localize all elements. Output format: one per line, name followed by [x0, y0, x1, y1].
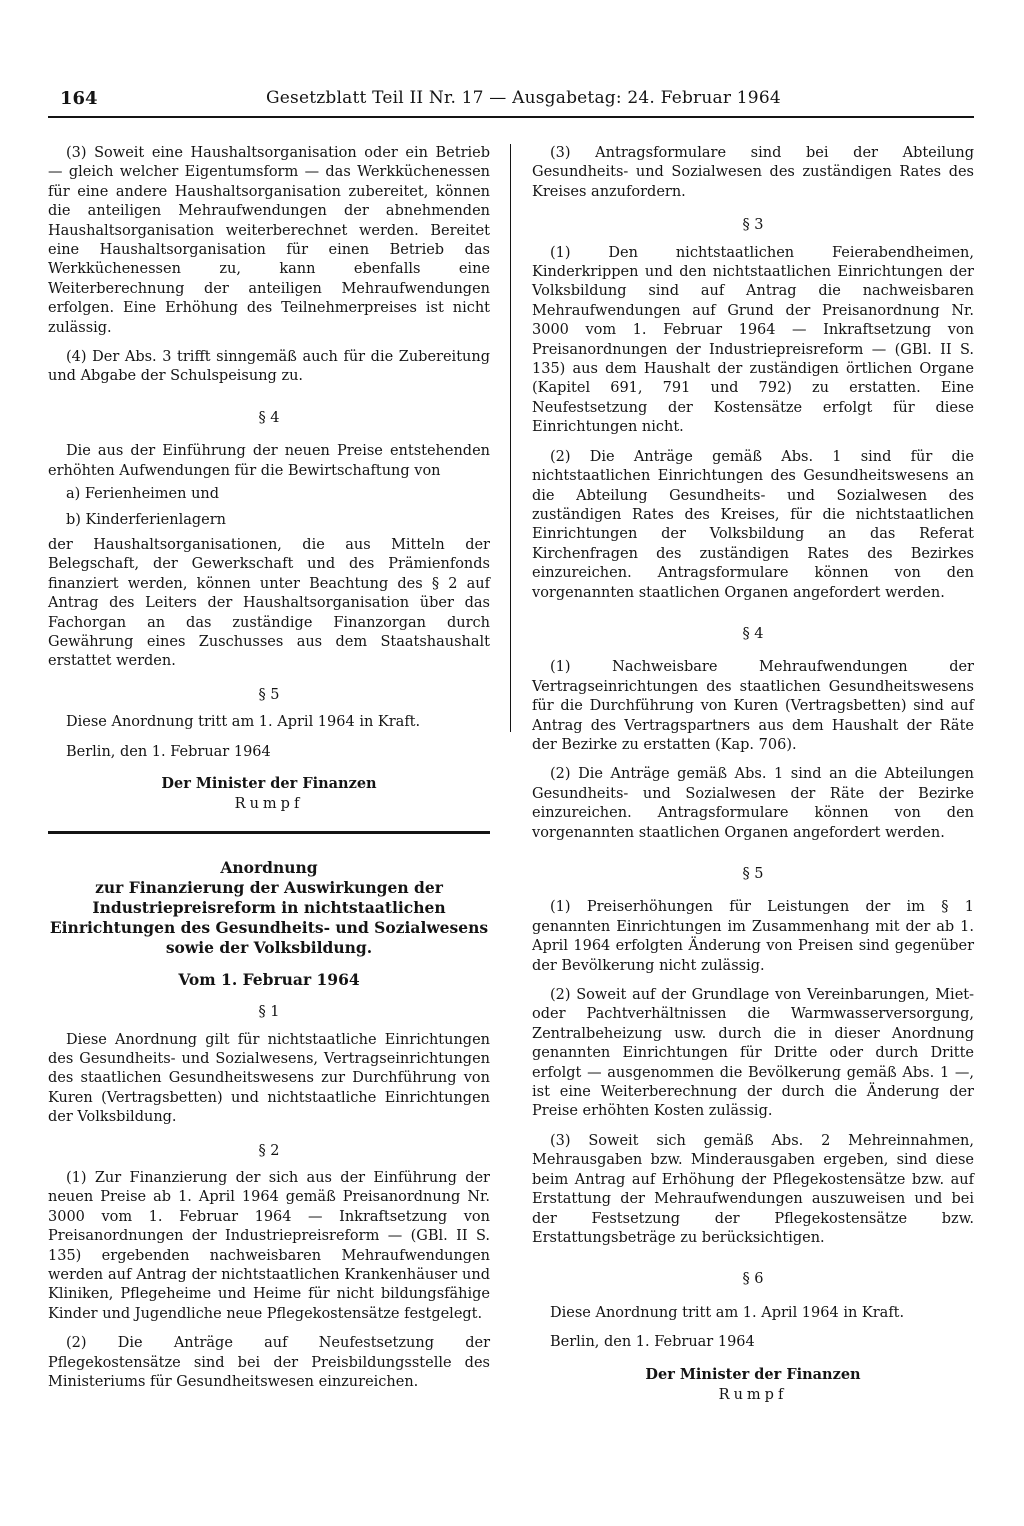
place-date: Berlin, den 1. Februar 1964 — [550, 1334, 755, 1351]
section-heading: § 4 — [258, 409, 280, 426]
section-heading: § 5 — [258, 686, 280, 703]
paragraph: (3) Soweit sich gemäß Abs. 2 Mehreinnahmen, Mehrausgaben bzw. Minderausgaben ergeben, sind diese beim Antrag auf Erhöhung der Pflegekostensätze bzw. auf Erstattung der Mehraufwendungen auszuweisen und bei der Festsetzung der Pflegekostensätze bzw. Erstattungsbeträge zu berücksichtigen. — [532, 1132, 974, 1246]
section-heading: § 3 — [742, 217, 764, 234]
signature: Rumpf — [234, 796, 304, 813]
paragraph: (1) Zur Finanzierung der sich aus der Einführung der neuen Preise ab 1. April 1964 gemäß Preisanordnung Nr. 3000 vom 1. Februar 1964 — Inkraftsetzung von Preisanordnungen der Industriepreisreform — (GBl. II S. 135) ergebenden nachweisbaren Mehraufwendungen werden auf Antrag der nichtstaatlichen Krankenhäuser und Kliniken, Pflegeheime und Heime für nicht bildungsfähige Kinder und Jugendliche neue Pflegekostensätze festgelegt. — [48, 1170, 490, 1322]
right-column — [532, 144, 974, 1405]
order-date: Vom 1. Februar 1964 — [178, 969, 360, 989]
minister-title: Der Minister der Finanzen — [645, 1365, 861, 1383]
section-heading: § 2 — [258, 1142, 280, 1159]
column-divider — [510, 144, 511, 732]
signature: Rumpf — [718, 1386, 788, 1403]
list-item: a) Ferienheimen und — [66, 486, 220, 503]
order-title — [48, 858, 490, 958]
header-title: Gesetzblatt Teil II Nr. 17 — Ausgabetag: 24. Februar 1964 — [266, 88, 781, 108]
paragraph: (4) Der Abs. 3 trifft sinngemäß auch für die Zubereitung und Abgabe der Schulspeisung zu. — [48, 349, 490, 385]
section-heading: § 5 — [742, 866, 764, 882]
paragraph: (1) Nachweisbare Mehraufwendungen der Vertragseinrichtungen des staatlichen Gesundheitswesens für die Durchführung von Kuren (Vertragsbetten) sind auf Antrag des Vertragspartners aus dem Haushalt der Räte der Bezirke zu erstatten (Kap. 706). — [532, 659, 974, 753]
paragraph: (2) Die Anträge auf Neufestsetzung der Pflegekostensätze sind bei der Preisbildungsstelle des Ministeriums für Gesundheitswesen einzureichen. — [48, 1335, 490, 1391]
paragraph: Diese Anordnung gilt für nichtstaatliche Einrichtungen des Gesundheits- und Sozialwesens, Vertragseinrichtungen des staatlichen Gesundheitswesens zur Durchführung von Kuren (Vertragsbetten) und nichtstaatliche Einrichtungen der Volksbildung. — [48, 1031, 490, 1126]
order-title-line: Anordnung — [220, 857, 318, 877]
paragraph: (1) Preiserhöhungen für Leistungen der im § 1 genannten Einrichtungen im Zusammenhang mit der ab 1. April 1964 erfolgten Änderung von Preisen sind gegenüber der Bevölkerung nicht zulässig. — [532, 899, 974, 974]
paragraph: Diese Anordnung tritt am 1. April 1964 in Kraft. — [66, 714, 421, 731]
page-header — [48, 86, 974, 118]
paragraph: (2) Die Anträge gemäß Abs. 1 sind für die nichtstaatlichen Einrichtungen des Gesundheitswesens an die Abteilung Gesundheits- und Sozialwesen des zuständigen Rates des Kreises, für die nichtstaatlichen Einrichtungen der Volksbildung an das Referat Kirchenfragen des zuständigen Rates des Bezirkes einzureichen. Antragsformulare können von den vorgenannten staatlichen Organen angefordert werden. — [532, 448, 974, 601]
paragraph: der Haushaltsorganisationen, die aus Mitteln der Belegschaft, der Gewerkschaft und des Prämienfonds finanziert werden, können unter Beachtung des § 2 auf Antrag des Leiters der Haushaltsorganisation über das Fachorgan an das zuständige Finanzorgan durch Gewährung eines Zuschusses aus dem Staatshaushalt erstattet werden. — [48, 536, 490, 670]
section-heading: § 1 — [258, 1004, 280, 1021]
paragraph: (2) Die Anträge gemäß Abs. 1 sind an die Abteilungen Gesundheits- und Sozialwesen der Räte der Bezirke einzureichen. Antragsformulare können von den vorgenannten staatlichen Organen angefordert werden. — [532, 766, 974, 841]
left-column — [48, 144, 490, 1403]
paragraph: Diese Anordnung tritt am 1. April 1964 in Kraft. — [550, 1304, 905, 1321]
paragraph: Die aus der Einführung der neuen Preise entstehenden erhöhten Aufwendungen für die Bewirtschaftung von — [48, 443, 490, 479]
page-number: 164 — [60, 88, 98, 109]
paragraph: (1) Den nichtstaatlichen Feierabendheimen, Kinderkrippen und den nichtstaatlichen Einrichtungen der Volksbildung sind auf Antrag die nachweisbaren Mehraufwendungen auf Grund der Preisanordnung Nr. 3000 vom 1. Februar 1964 — Inkraftsetzung von Preisanordnungen der Industriepreisreform — (GBl. II S. 135) aus dem Haushalt der zuständigen örtlichen Organe (Kapitel 691, 791 und 792) zu erstatten. Eine Neufestsetzung der Kostensätze erfolgt für diese Einrichtungen nicht. — [532, 244, 974, 436]
minister-title: Der Minister der Finanzen — [161, 774, 377, 792]
order-title-line: zur Finanzierung der Auswirkungen der Industriepreisreform in nichtstaatlichen Einrichtungen des Gesundheits- und Sozialwesens sowie der Volksbildung. — [49, 877, 489, 957]
list-item: b) Kinderferienlagern — [66, 511, 227, 528]
section-divider — [48, 831, 490, 834]
place-date: Berlin, den 1. Februar 1964 — [66, 743, 271, 760]
section-heading: § 6 — [742, 1271, 764, 1288]
paragraph: (2) Soweit auf der Grundlage von Vereinbarungen, Miet- oder Pachtverhältnissen die Warmwasserversorgung, Zentralbeheizung usw. durch die in dieser Anordnung genannten Einrichtungen für Dritte oder durch Dritte erfolgt — ausgenommen die Bevölkerung gemäß Abs. 1 —, ist eine Weiterberechnung der durch die Änderung der Preise erhöhten Kosten zulässig. — [532, 987, 974, 1120]
paragraph: (3) Soweit eine Haushaltsorganisation oder ein Betrieb — gleich welcher Eigentumsform — das Werkküchenessen für eine andere Haushaltsorganisation zubereitet, können die anteiligen Mehraufwendungen der abnehmenden Haushaltsorganisation weiterberechnet werden. Bereitet eine Haushaltsorganisation für einen Betrieb das Werkküchenessen zu, kann ebenfalls eine Weiterberechnung der anteiligen Mehraufwendungen erfolgen. Eine Erhöhung des Teilnehmerpreises ist nicht zulässig. — [48, 145, 490, 336]
paragraph: (3) Antragsformulare sind bei der Abteilung Gesundheits- und Sozialwesen des zuständigen Rates des Kreises anzufordern. — [532, 145, 974, 200]
section-heading: § 4 — [742, 625, 764, 642]
